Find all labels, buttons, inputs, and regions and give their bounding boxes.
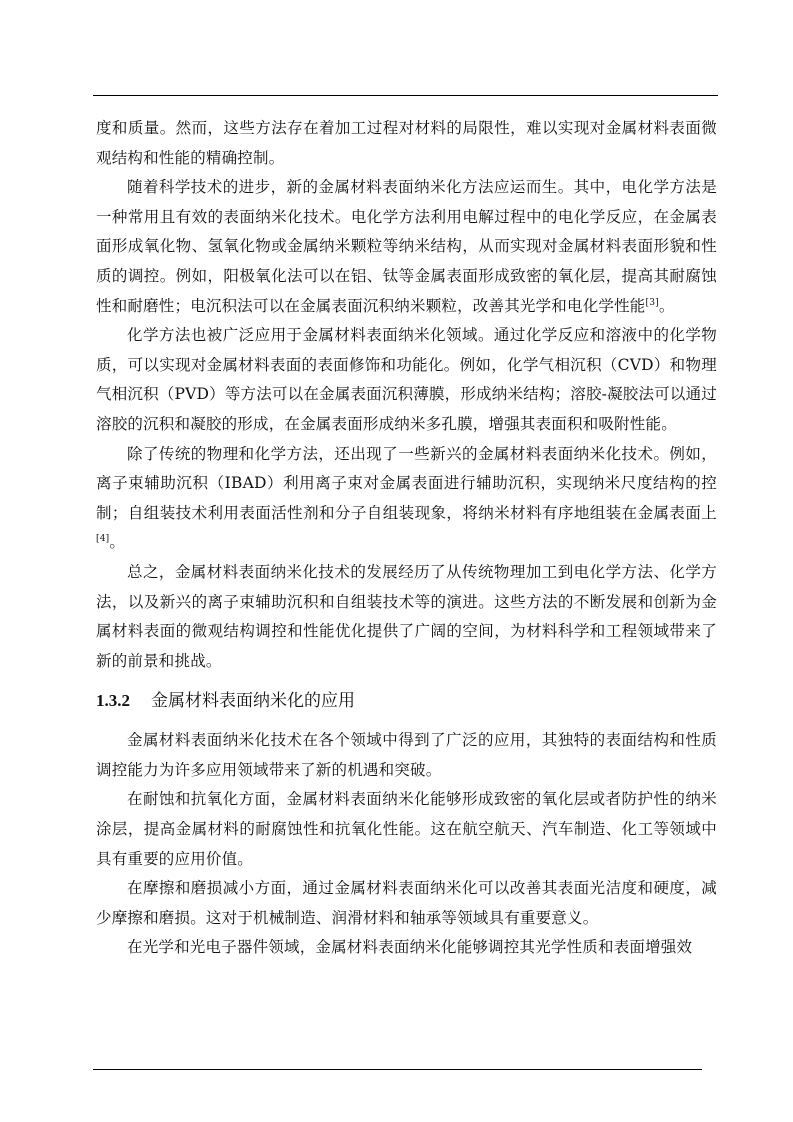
citation-ref: [3] bbox=[645, 297, 659, 308]
paragraph-text: 随着科学技术的进步，新的金属材料表面纳米化方法应运而生。其中，电化学方法是一种常用且有效的表面纳米化技术。电化学方法利用电解过程中的电化学反应，在金属表面形成氧化物、氢氧化物或金属纳米颗粒等纳米结构，从而实现对金属材料表面形貌和性质的调控。例如，阳极氧化法可以在铝、钛等金属表面形成致密的氧化层，提高其耐腐蚀性和耐磨性；电沉积法可以在金属表面沉积纳米颗粒，改善其光学和电化学性能 bbox=[96, 178, 717, 315]
paragraph bbox=[96, 933, 717, 963]
citation-ref: [4] bbox=[96, 534, 110, 545]
paragraph-text: 除了传统的物理和化学方法，还出现了一些新兴的金属材料表面纳米化技术。例如，离子束辅助沉积（IBAD）利用离子束对金属表面进行辅助沉积，实现纳米尺度结构的控制；自组装技术利用表面活性剂和分子自组装现象，将纳米材料有序地组装在金属表面上 bbox=[96, 444, 717, 522]
paragraph-tail: 。 bbox=[109, 533, 126, 552]
paragraph bbox=[96, 874, 717, 933]
paragraph bbox=[96, 785, 717, 874]
paragraph bbox=[96, 440, 717, 558]
paragraph bbox=[96, 558, 717, 676]
body-section-after bbox=[96, 726, 717, 963]
paragraph-text: 在摩擦和磨损减小方面，通过金属材料表面纳米化可以改善其表面光洁度和硬度，减少摩擦和磨损。这对于机械制造、润滑材料和轴承等领域具有重要意义。 bbox=[96, 879, 717, 927]
paragraph-text: 化学方法也被广泛应用于金属材料表面纳米化领域。通过化学反应和溶液中的化学物质，可以实现对金属材料表面的表面修饰和功能化。例如，化学气相沉积（CVD）和物理气相沉积（PVD）等方法可以在金属表面沉积薄膜，形成纳米结构；溶胶-凝胶法可以通过溶胶的沉积和凝胶的形成，在金属表面形成纳米多孔膜，增强其表面积和吸附性能。 bbox=[96, 326, 717, 433]
section-number: 1.3.2 bbox=[96, 691, 130, 711]
paragraph bbox=[96, 173, 717, 321]
body-section-before bbox=[96, 114, 717, 676]
paragraph-text: 金属材料表面纳米化技术在各个领域中得到了广泛的应用，其独特的表面结构和性质调控能力为许多应用领域带来了新的机遇和突破。 bbox=[96, 731, 717, 779]
paragraph-text: 度和质量。然而，这些方法存在着加工过程对材料的局限性，难以实现对金属材料表面微观结构和性能的精确控制。 bbox=[96, 119, 717, 167]
paragraph bbox=[96, 114, 717, 173]
paragraph-text: 在耐蚀和抗氧化方面，金属材料表面纳米化能够形成致密的氧化层或者防护性的纳米涂层，提高金属材料的耐腐蚀性和抗氧化性能。这在航空航天、汽车制造、化工等领域中具有重要的应用价值。 bbox=[96, 790, 717, 868]
paragraph-tail: 。 bbox=[658, 296, 675, 315]
paragraph bbox=[96, 726, 717, 785]
section-heading bbox=[96, 688, 717, 714]
paragraph-text: 总之，金属材料表面纳米化技术的发展经历了从传统物理加工到电化学方法、化学方法，以及新兴的离子束辅助沉积和自组装技术等的演进。这些方法的不断发展和创新为金属材料表面的微观结构调控和性能优化提供了广阔的空间，为材料科学和工程领域带来了新的前景和挑战。 bbox=[96, 562, 717, 670]
paragraph-text: 在光学和光电子器件领域，金属材料表面纳米化能够调控其光学性质和表面增强效 bbox=[127, 938, 693, 957]
footer-rule bbox=[93, 1069, 702, 1070]
header-rule bbox=[93, 95, 718, 96]
section-title: 金属材料表面纳米化的应用 bbox=[151, 691, 355, 712]
page-body bbox=[96, 114, 717, 963]
paragraph bbox=[96, 321, 717, 439]
